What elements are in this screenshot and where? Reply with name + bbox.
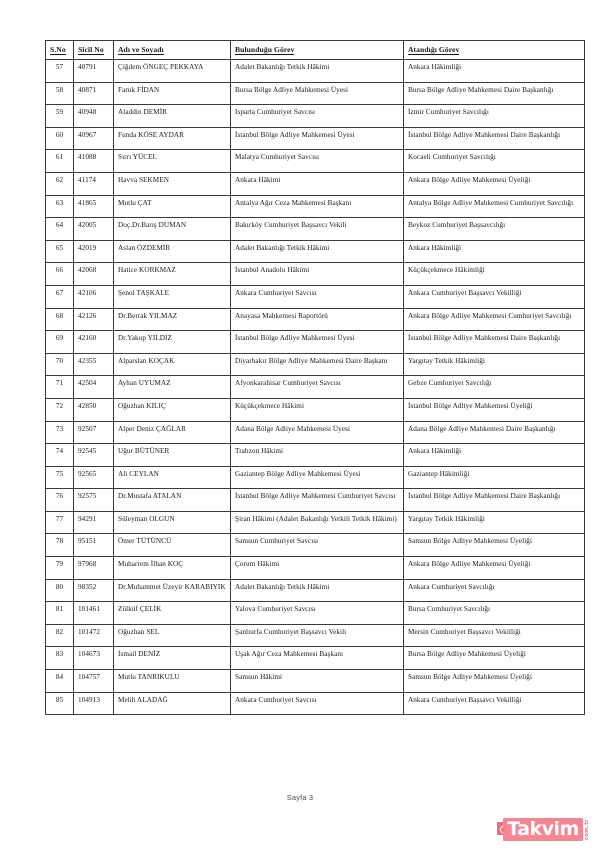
cell-bulundugu-gorev: İstanbul Bölge Adliye Mahkemesi Üyesi [231, 127, 404, 150]
cell-ad-soyad: Zülküf ÇELİK [114, 602, 231, 625]
cell-bulundugu-gorev: İstanbul Anadolu Hâkimi [231, 263, 404, 286]
cell-sno: 57 [46, 60, 74, 83]
cell-atandigi-gorev: Yargıtay Tetkik Hâkimliği [404, 353, 585, 376]
cell-atandigi-gorev: Ankara Cumhuriyet Başsavcı Vekilliği [404, 285, 585, 308]
cell-atandigi-gorev: Gaziantep Hâkimliği [404, 466, 585, 489]
cell-sicil-no: 92565 [74, 466, 114, 489]
table-row [46, 579, 585, 602]
cell-bulundugu-gorev: Antalya Ağır Ceza Mahkemesi Başkanı [231, 195, 404, 218]
cell-sno: 65 [46, 240, 74, 263]
cell-atandigi-gorev: Kocaeli Cumhuriyet Savcılığı [404, 150, 585, 173]
cell-ad-soyad: Ali CEYLAN [114, 466, 231, 489]
table-row [46, 195, 585, 218]
cell-sicil-no: 98352 [74, 579, 114, 602]
cell-sno: 77 [46, 511, 74, 534]
watermark-tld-text: com.tr [584, 819, 590, 840]
cell-atandigi-gorev: Gebze Cumhuriyet Savcılığı [404, 376, 585, 399]
table-row [46, 285, 585, 308]
cell-sicil-no: 42160 [74, 331, 114, 354]
cell-atandigi-gorev: İstanbul Bölge Adliye Mahkemesi Daire Başkanlığı [404, 331, 585, 354]
cell-sicil-no: 41865 [74, 195, 114, 218]
cell-ad-soyad: Uğur BÜTÜNER [114, 444, 231, 467]
table-row [46, 218, 585, 241]
cell-atandigi-gorev: Samsun Bölge Adliye Mahkemesi Üyeliği [404, 534, 585, 557]
cell-atandigi-gorev: Adana Bölge Adliye Mahkemesi Daire Başkanlığı [404, 421, 585, 444]
cell-bulundugu-gorev: Afyonkarahisar Cumhuriyet Savcısı [231, 376, 404, 399]
column-header-sicil-no [74, 41, 114, 60]
table-row [46, 308, 585, 331]
table-row [46, 263, 585, 286]
cell-sicil-no: 92575 [74, 489, 114, 512]
cell-sno: 73 [46, 421, 74, 444]
cell-atandigi-gorev: Ankara Cumhuriyet Savcılığı [404, 579, 585, 602]
cell-sicil-no: 101461 [74, 602, 114, 625]
cell-atandigi-gorev: Beykoz Cumhuriyet Başsavcılığı [404, 218, 585, 241]
cell-ad-soyad: Çiğdem ÖNGEÇ PEKKAYA [114, 60, 231, 83]
cell-ad-soyad: Aladdin DEMİR [114, 105, 231, 128]
table-row [46, 105, 585, 128]
cell-ad-soyad: Ayhan UYUMAZ [114, 376, 231, 399]
table-row [46, 692, 585, 715]
cell-sicil-no: 40791 [74, 60, 114, 83]
cell-bulundugu-gorev: Adalet Bakanlığı Tetkik Hâkimi [231, 579, 404, 602]
cell-sno: 80 [46, 579, 74, 602]
cell-bulundugu-gorev: Bakırköy Cumhuriyet Başsavcı Vekili [231, 218, 404, 241]
cell-sicil-no: 41174 [74, 172, 114, 195]
cell-sno: 78 [46, 534, 74, 557]
table-row [46, 489, 585, 512]
cell-bulundugu-gorev: Ankara Cumhuriyet Savcısı [231, 285, 404, 308]
cell-ad-soyad: Mutlu ÇAT [114, 195, 231, 218]
cell-ad-soyad: İsmail DENİZ [114, 647, 231, 670]
cell-ad-soyad: Melih ALADAĞ [114, 692, 231, 715]
column-header-sno [46, 41, 74, 60]
cell-sicil-no: 104913 [74, 692, 114, 715]
cell-atandigi-gorev: Ankara Hâkimliği [404, 60, 585, 83]
table-row [46, 511, 585, 534]
column-header-sicil-no-label: Sicil No [78, 45, 104, 54]
table-header-row [46, 41, 585, 60]
cell-ad-soyad: Şenol TAŞKALE [114, 285, 231, 308]
cell-sno: 68 [46, 308, 74, 331]
cell-sno: 63 [46, 195, 74, 218]
cell-bulundugu-gorev: Ankara Hâkimi [231, 172, 404, 195]
cell-sno: 69 [46, 331, 74, 354]
cell-sno: 84 [46, 670, 74, 693]
cell-bulundugu-gorev: Çorum Hâkimi [231, 557, 404, 580]
cell-ad-soyad: Alparslan KOÇAK [114, 353, 231, 376]
column-header-bulundugu-gorev [231, 41, 404, 60]
cell-bulundugu-gorev: Şanlıurfa Cumhuriyet Başsavcı Vekili [231, 624, 404, 647]
cell-ad-soyad: Dr.Yakup YILDIZ [114, 331, 231, 354]
column-header-atandigi-gorev-label: Atandığı Görev [408, 45, 460, 54]
column-header-bulundugu-gorev-label: Bulunduğu Görev [235, 45, 295, 54]
cell-bulundugu-gorev: Isparta Cumhuriyet Savcısı [231, 105, 404, 128]
table-body [46, 60, 585, 715]
cell-bulundugu-gorev: Bursa Bölge Adliye Mahkemesi Üyesi [231, 82, 404, 105]
cell-ad-soyad: Süleyman OLGUN [114, 511, 231, 534]
watermark-brand-text: Takvim [507, 818, 579, 840]
cell-sicil-no: 40871 [74, 82, 114, 105]
cell-ad-soyad: Hatice KORKMAZ [114, 263, 231, 286]
cell-sno: 71 [46, 376, 74, 399]
cell-bulundugu-gorev: Samsun Hâkimi [231, 670, 404, 693]
cell-ad-soyad: Muharrem İlhan KOÇ [114, 557, 231, 580]
cell-sicil-no: 42005 [74, 218, 114, 241]
cell-atandigi-gorev: İzmir Cumhuriyet Savcılığı [404, 105, 585, 128]
table-header [46, 41, 585, 60]
appointments-table [45, 40, 585, 715]
cell-atandigi-gorev: Ankara Bölge Adliye Mahkemesi Cumhuriyet Savcılığı [404, 308, 585, 331]
column-header-sno-label: S.No [50, 45, 66, 54]
cell-atandigi-gorev: İstanbul Bölge Adliye Mahkemesi Daire Başkanlığı [404, 489, 585, 512]
page-number-footer: Sayfa 3 [286, 793, 314, 802]
column-header-ad-soyad-label: Adı ve Soyadı [118, 45, 164, 54]
table-row [46, 602, 585, 625]
cell-sicil-no: 40967 [74, 127, 114, 150]
cell-sno: 76 [46, 489, 74, 512]
cell-sno: 83 [46, 647, 74, 670]
table-row [46, 557, 585, 580]
cell-bulundugu-gorev: Ankara Cumhuriyet Savcısı [231, 692, 404, 715]
cell-ad-soyad: Dr.Mustafa ATALAN [114, 489, 231, 512]
table-row [46, 82, 585, 105]
cell-ad-soyad: Alper Deniz ÇAĞLAR [114, 421, 231, 444]
cell-sicil-no: 42068 [74, 263, 114, 286]
cell-ad-soyad: Dr.Muhammet Üzeyir KARABIYIK [114, 579, 231, 602]
cell-atandigi-gorev: Bursa Bölge Adliye Mahkemesi Daire Başkanlığı [404, 82, 585, 105]
cell-ad-soyad: Oğuzhan SEL [114, 624, 231, 647]
cell-ad-soyad: Ömer TÜTÜNCÜ [114, 534, 231, 557]
cell-sicil-no: 94291 [74, 511, 114, 534]
cell-atandigi-gorev: Ankara Cumhuriyet Başsavcı Vekilliği [404, 692, 585, 715]
cell-sicil-no: 92545 [74, 444, 114, 467]
cell-bulundugu-gorev: Adalet Bakanlığı Tetkik Hâkimi [231, 60, 404, 83]
cell-ad-soyad: Mutlu TANRIKULU [114, 670, 231, 693]
table-row [46, 670, 585, 693]
cell-sicil-no: 95151 [74, 534, 114, 557]
cell-sicil-no: 101472 [74, 624, 114, 647]
cell-bulundugu-gorev: Anayasa Mahkemesi Raportörü [231, 308, 404, 331]
table-row [46, 534, 585, 557]
cell-atandigi-gorev: İstanbul Bölge Adliye Mahkemesi Daire Başkanlığı [404, 127, 585, 150]
cell-sno: 74 [46, 444, 74, 467]
cell-sno: 82 [46, 624, 74, 647]
cell-sno: 67 [46, 285, 74, 308]
cell-sno: 59 [46, 105, 74, 128]
cell-sicil-no: 41088 [74, 150, 114, 173]
cell-atandigi-gorev: Mersin Cumhuriyet Başsavcı Vekilliği [404, 624, 585, 647]
cell-atandigi-gorev: Ankara Hâkimliği [404, 444, 585, 467]
table-row [46, 127, 585, 150]
cell-bulundugu-gorev: Gaziantep Bölge Adliye Mahkemesi Üyesi [231, 466, 404, 489]
cell-ad-soyad: Faruk FİDAN [114, 82, 231, 105]
cell-atandigi-gorev: İstanbul Bölge Adliye Mahkemesi Üyeliği [404, 398, 585, 421]
cell-bulundugu-gorev: İstanbul Bölge Adliye Mahkemesi Cumhuriyet Savcısı [231, 489, 404, 512]
cell-sno: 58 [46, 82, 74, 105]
cell-bulundugu-gorev: Malatya Cumhuriyet Savcısı [231, 150, 404, 173]
cell-sicil-no: 42019 [74, 240, 114, 263]
table-row [46, 376, 585, 399]
cell-atandigi-gorev: Antalya Bölge Adliye Mahkemesi Cumhuriyet Savcılığı [404, 195, 585, 218]
cell-sno: 75 [46, 466, 74, 489]
cell-sno: 79 [46, 557, 74, 580]
cell-bulundugu-gorev: Adana Bölge Adliye Mahkemesi Üyesi [231, 421, 404, 444]
cell-sno: 66 [46, 263, 74, 286]
cell-atandigi-gorev: Küçükçekmece Hâkimliği [404, 263, 585, 286]
cell-bulundugu-gorev: Küçükçekmece Hâkimi [231, 398, 404, 421]
cell-sicil-no: 42504 [74, 376, 114, 399]
table-row [46, 331, 585, 354]
cell-sno: 85 [46, 692, 74, 715]
cell-bulundugu-gorev: Samsun Cumhuriyet Savcısı [231, 534, 404, 557]
cell-bulundugu-gorev: Şiran Hâkimi (Adalet Bakanlığı Yetkili Tetkik Hâkimi) [231, 511, 404, 534]
cell-ad-soyad: Aslan ÖZDEMİR [114, 240, 231, 263]
table-row [46, 647, 585, 670]
column-header-atandigi-gorev [404, 41, 585, 60]
cell-atandigi-gorev: Bursa Bölge Adliye Mahkemesi Üyeliği [404, 647, 585, 670]
cell-sno: 60 [46, 127, 74, 150]
cell-atandigi-gorev: Ankara Hâkimliği [404, 240, 585, 263]
cell-ad-soyad: Funda KÖSE AYDAR [114, 127, 231, 150]
cell-sno: 70 [46, 353, 74, 376]
table-row [46, 444, 585, 467]
takvim-watermark [497, 814, 595, 846]
cell-sicil-no: 42106 [74, 285, 114, 308]
cell-sicil-no: 104673 [74, 647, 114, 670]
cell-atandigi-gorev: Yargıtay Tetkik Hâkimliği [404, 511, 585, 534]
cell-sno: 62 [46, 172, 74, 195]
column-header-ad-soyad [114, 41, 231, 60]
table-row [46, 466, 585, 489]
cell-atandigi-gorev: Ankara Bölge Adliye Mahkemesi Üyeliği [404, 557, 585, 580]
cell-sicil-no: 92507 [74, 421, 114, 444]
cell-atandigi-gorev: Bursa Cumhuriyet Savcılığı [404, 602, 585, 625]
cell-bulundugu-gorev: Adalet Bakanlığı Tetkik Hâkimi [231, 240, 404, 263]
cell-ad-soyad: Oğuzhan KILIÇ [114, 398, 231, 421]
cell-bulundugu-gorev: Trabzon Hâkimi [231, 444, 404, 467]
cell-bulundugu-gorev: Yalova Cumhuriyet Savcısı [231, 602, 404, 625]
table-row [46, 240, 585, 263]
cell-sicil-no: 42355 [74, 353, 114, 376]
cell-sicil-no: 104757 [74, 670, 114, 693]
cell-atandigi-gorev: Samsun Bölge Adliye Mahkemesi Üyeliği [404, 670, 585, 693]
cell-bulundugu-gorev: Diyarbakır Bölge Adliye Mahkemesi Daire Başkanı [231, 353, 404, 376]
table-row [46, 172, 585, 195]
cell-ad-soyad: Havva SEKMEN [114, 172, 231, 195]
cell-ad-soyad: Sırrı YÜCEL [114, 150, 231, 173]
cell-sicil-no: 42126 [74, 308, 114, 331]
cell-sno: 72 [46, 398, 74, 421]
cell-sicil-no: 42850 [74, 398, 114, 421]
cell-sicil-no: 40948 [74, 105, 114, 128]
cell-sno: 61 [46, 150, 74, 173]
table-row [46, 398, 585, 421]
table-row [46, 353, 585, 376]
cell-ad-soyad: Dr.Berrak YILMAZ [114, 308, 231, 331]
table-row [46, 624, 585, 647]
appointments-table-container [45, 40, 584, 715]
cell-bulundugu-gorev: Uşak Ağır Ceza Mahkemesi Başkanı [231, 647, 404, 670]
cell-bulundugu-gorev: İstanbul Bölge Adliye Mahkemesi Üyesi [231, 331, 404, 354]
cell-sno: 64 [46, 218, 74, 241]
cell-atandigi-gorev: Ankara Bölge Adliye Mahkemesi Üyeliği [404, 172, 585, 195]
cell-ad-soyad: Doç.Dr.Barış DUMAN [114, 218, 231, 241]
table-row [46, 421, 585, 444]
cell-sicil-no: 97968 [74, 557, 114, 580]
table-row [46, 150, 585, 173]
cell-sno: 81 [46, 602, 74, 625]
table-row [46, 60, 585, 83]
